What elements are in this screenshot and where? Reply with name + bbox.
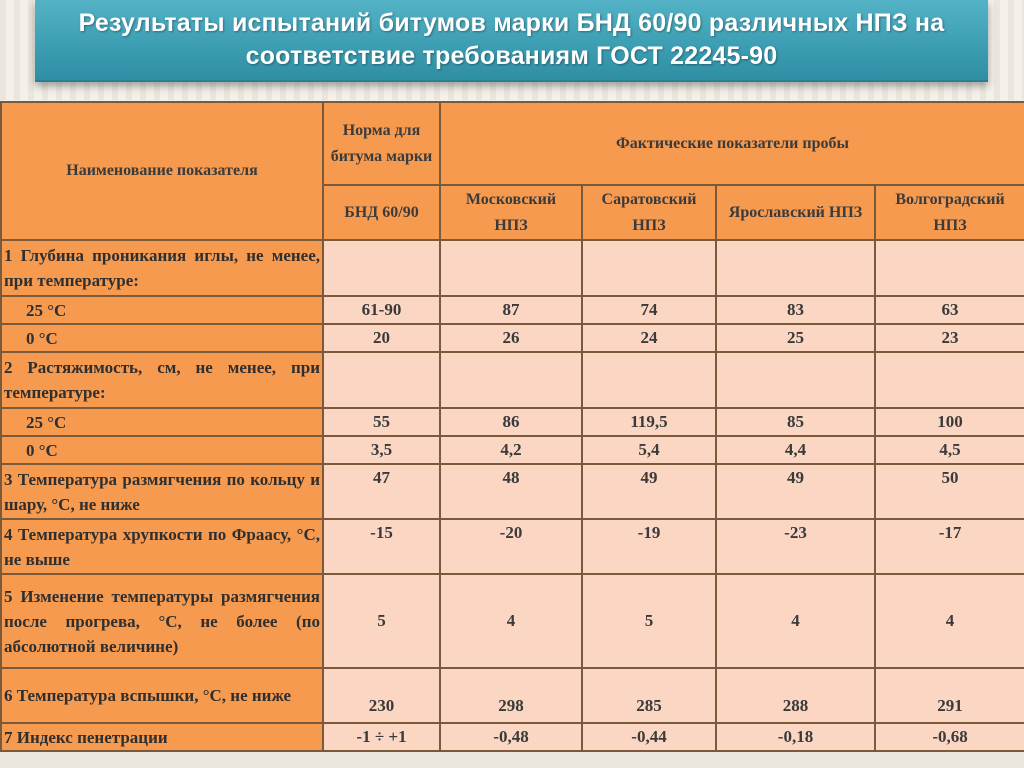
cell-norm: 47 (323, 464, 440, 519)
cell-value (440, 240, 582, 296)
cell-value: 298 (440, 668, 582, 723)
table-row (1, 408, 1024, 436)
cell-value: 86 (440, 408, 582, 436)
header-name: Наименование показателя (1, 102, 323, 240)
cell-value: 83 (716, 296, 875, 324)
row-name: 7 Индекс пенетрации (1, 723, 323, 751)
cell-value: 4 (875, 574, 1024, 668)
row-name: 1 Глубина проникания иглы, не менее, при температуре: (1, 240, 323, 296)
header-norm: Норма для битума марки (323, 102, 440, 185)
header-actual-group: Фактические показатели пробы (440, 102, 1024, 185)
cell-value: 285 (582, 668, 716, 723)
table-row (1, 464, 1024, 519)
cell-norm (323, 352, 440, 408)
row-name: 0 °С (1, 324, 323, 352)
cell-norm: -1 ÷ +1 (323, 723, 440, 751)
cell-value: 24 (582, 324, 716, 352)
cell-value: -0,44 (582, 723, 716, 751)
cell-norm (323, 240, 440, 296)
cell-value: 4,2 (440, 436, 582, 464)
results-table (0, 101, 1024, 752)
cell-value: 23 (875, 324, 1024, 352)
cell-value: 26 (440, 324, 582, 352)
cell-norm: 230 (323, 668, 440, 723)
cell-value (716, 240, 875, 296)
cell-value (716, 352, 875, 408)
table-row (1, 574, 1024, 668)
cell-value: 48 (440, 464, 582, 519)
row-name: 3 Температура размягчения по кольцу и шару, °С, не ниже (1, 464, 323, 519)
cell-value (582, 240, 716, 296)
cell-value: -17 (875, 519, 1024, 574)
table-row (1, 723, 1024, 751)
cell-value: 5,4 (582, 436, 716, 464)
row-name: 4 Температура хрупкости по Фраасу, °С, не выше (1, 519, 323, 574)
slide-title: Результаты испытаний битумов марки БНД 60/90 различных НПЗ на соответствие требованиям ГОСТ 22245-90 (78, 9, 945, 70)
cell-norm: 5 (323, 574, 440, 668)
header-plant-saratov: Саратовский НПЗ (582, 185, 716, 240)
cell-norm: -15 (323, 519, 440, 574)
cell-value: 4,5 (875, 436, 1024, 464)
cell-value: 49 (716, 464, 875, 519)
row-name: 6 Температура вспышки, °С, не ниже (1, 668, 323, 723)
cell-value: 288 (716, 668, 875, 723)
title-banner (35, 0, 988, 82)
header-norm-sub: БНД 60/90 (323, 185, 440, 240)
cell-value: 49 (582, 464, 716, 519)
cell-value: 100 (875, 408, 1024, 436)
cell-value (875, 352, 1024, 408)
table-row (1, 352, 1024, 408)
cell-value: 291 (875, 668, 1024, 723)
table-row (1, 436, 1024, 464)
cell-value (582, 352, 716, 408)
cell-value (440, 352, 582, 408)
cell-value: -0,48 (440, 723, 582, 751)
header-plant-volgograd: Волгоградский НПЗ (875, 185, 1024, 240)
cell-value: 4 (440, 574, 582, 668)
cell-norm: 55 (323, 408, 440, 436)
table-row (1, 296, 1024, 324)
row-name: 25 °С (1, 296, 323, 324)
row-name: 0 °С (1, 436, 323, 464)
table-row (1, 668, 1024, 723)
cell-norm: 3,5 (323, 436, 440, 464)
cell-norm: 20 (323, 324, 440, 352)
header-row-1 (1, 102, 1024, 185)
row-name: 5 Изменение температуры размягчения после прогрева, °С, не более (по абсолютной величине) (1, 574, 323, 668)
cell-value: 25 (716, 324, 875, 352)
cell-value: 5 (582, 574, 716, 668)
table-row (1, 519, 1024, 574)
cell-value (875, 240, 1024, 296)
cell-value: -0,18 (716, 723, 875, 751)
table-row (1, 240, 1024, 296)
table-row (1, 324, 1024, 352)
cell-value: -19 (582, 519, 716, 574)
cell-value: 74 (582, 296, 716, 324)
header-plant-yaroslavl: Ярославский НПЗ (716, 185, 875, 240)
cell-value: 85 (716, 408, 875, 436)
row-name: 2 Растяжимость, см, не менее, при температуре: (1, 352, 323, 408)
cell-value: 4 (716, 574, 875, 668)
cell-value: 63 (875, 296, 1024, 324)
row-name: 25 °С (1, 408, 323, 436)
cell-value: -23 (716, 519, 875, 574)
cell-value: 50 (875, 464, 1024, 519)
cell-norm: 61-90 (323, 296, 440, 324)
cell-value: -0,68 (875, 723, 1024, 751)
cell-value: 4,4 (716, 436, 875, 464)
cell-value: -20 (440, 519, 582, 574)
header-plant-moscow: Московский НПЗ (440, 185, 582, 240)
cell-value: 119,5 (582, 408, 716, 436)
cell-value: 87 (440, 296, 582, 324)
